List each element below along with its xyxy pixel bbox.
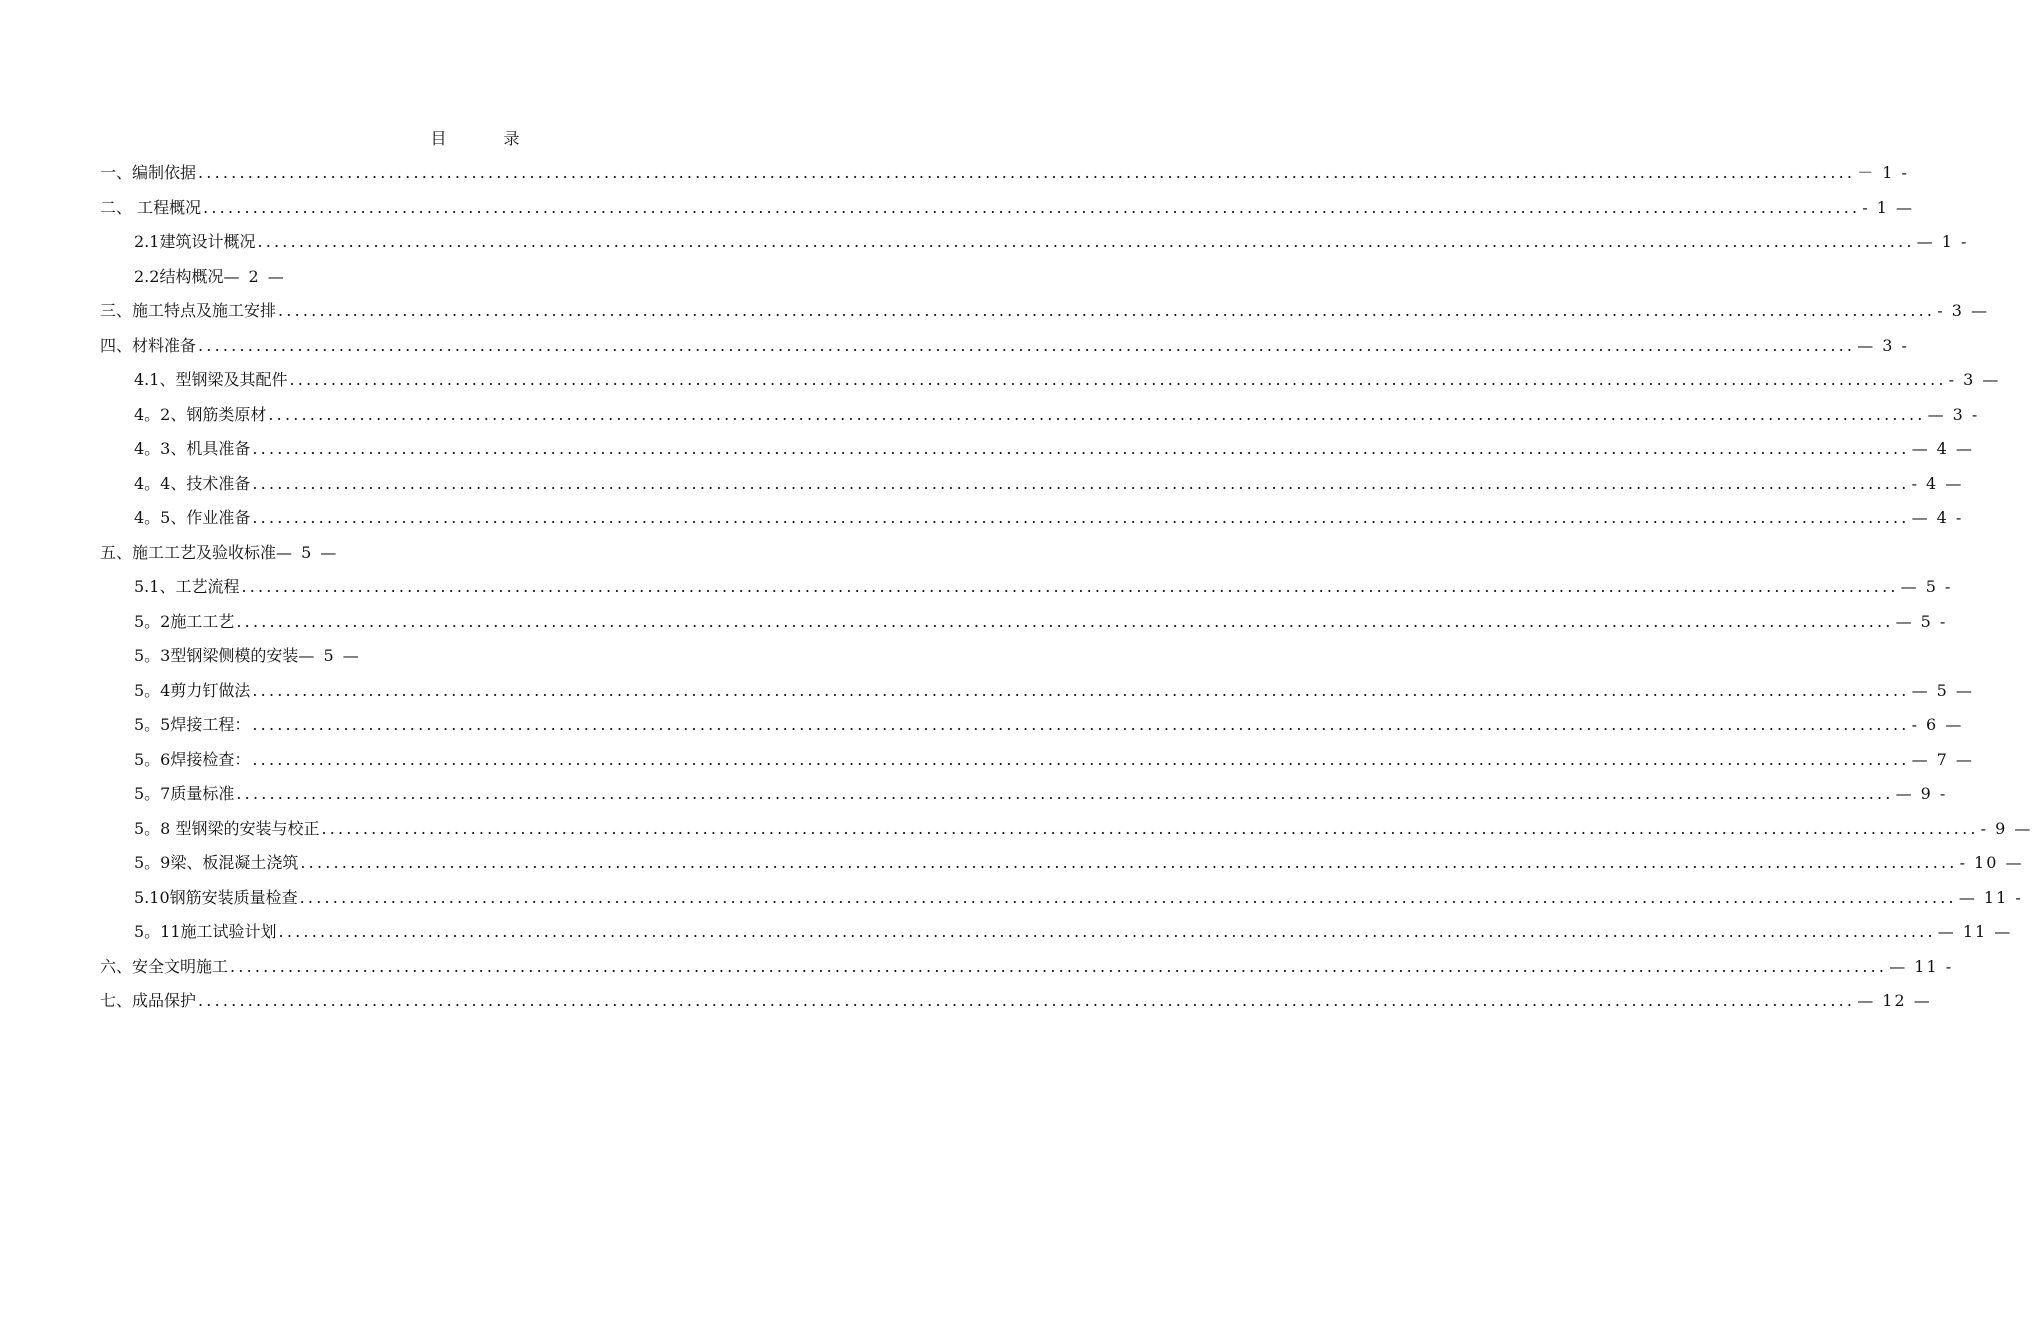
toc-entry-page: - 6 —: [1911, 715, 1964, 734]
toc-entry-page: — 5 —: [1911, 680, 1974, 700]
toc-dot-leader: ........................................................................................................................................................................................................: [198, 163, 1856, 182]
toc-entry[interactable]: [100, 329, 1909, 364]
toc-entry-label: 5。9梁、板混凝土浇筑: [134, 853, 299, 872]
toc-entry-label: 2.1建筑设计概况: [134, 232, 256, 251]
toc-entry[interactable]: [100, 225, 1969, 260]
toc-entry-page: — 1 -: [1916, 232, 1969, 251]
toc-dot-leader: ........................................................................................................................................................................................................: [299, 887, 1957, 907]
toc-dot-leader: ........................................................................................................................................................................................................: [300, 853, 1958, 872]
toc-entry-page: — 2 —: [223, 266, 286, 286]
toc-entry-page: — 12 —: [1857, 991, 1932, 1010]
toc-entry-label: 4。4、技术准备: [134, 473, 251, 493]
toc-entry-page: - 1 —: [1862, 197, 1915, 217]
toc-entry[interactable]: [100, 743, 1974, 778]
toc-entry-page: — 11 -: [1889, 956, 1954, 976]
toc-entry-label: 七、成品保护: [100, 991, 197, 1010]
toc-dot-leader: ........................................................................................................................................................................................................: [252, 680, 1910, 700]
toc-entry[interactable]: [100, 536, 832, 571]
toc-entry-label: 4。3、机具准备: [134, 439, 251, 458]
toc-entry-label: 一、编制依据: [100, 163, 197, 182]
toc-entry-page: - 10 —: [1959, 853, 2024, 872]
toc-entry-label: 六、安全文明施工: [100, 956, 229, 976]
toc-dot-leader: ........................................................................................................................................................................................................: [289, 370, 1947, 389]
toc-entry-label: 5。5焊接工程：: [134, 715, 251, 734]
toc-dot-leader: ........................................................................................................................................................................................................: [236, 611, 1894, 631]
toc-entry[interactable]: [100, 570, 1953, 605]
toc-dot-leader: ........................................................................................................................................................................................................: [257, 232, 1915, 251]
toc-entry-page: — 4 —: [1911, 439, 1974, 458]
toc-entry-page: — 4 -: [1911, 508, 1964, 527]
toc-dot-leader: ........................................................................................................................................................................................................: [321, 818, 1979, 838]
toc-entry-label: 5。8 型钢梁的安装与校正: [134, 818, 320, 838]
toc-entry[interactable]: [100, 708, 1964, 743]
toc-entry[interactable]: [100, 674, 1974, 709]
toc-dot-leader: ........................................................................................................................................................................................................: [198, 335, 1856, 355]
toc-entry-page: — 3 -: [1857, 335, 1909, 355]
toc-entry[interactable]: [100, 467, 1964, 502]
toc-entry[interactable]: [100, 294, 1989, 329]
toc-entry-page: - 4 —: [1911, 473, 1964, 493]
toc-entry-label: 2.2结构概况: [134, 266, 224, 286]
toc-dot-leader: ........................................................................................................................................................................................................: [278, 301, 1936, 320]
toc-dot-leader: ........................................................................................................................................................................................................: [252, 508, 1910, 527]
toc-entry[interactable]: [100, 777, 1948, 812]
toc-dot-leader: ........................................................................................................................................................................................................: [241, 577, 1899, 596]
toc-entry[interactable]: [100, 950, 1954, 985]
toc-entry[interactable]: [100, 984, 1932, 1019]
toc-dot-leader: ........................................................................................................................................................................................................: [252, 439, 1910, 458]
toc-entry-label: 四、材料准备: [100, 335, 197, 355]
toc-dot-leader: ........................................................................................................................................................................................................: [252, 473, 1910, 493]
toc-entry-label: 二、 工程概况: [100, 197, 202, 217]
toc-entry[interactable]: [100, 639, 832, 674]
toc-dot-leader: ........................................................................................................................................................................................................: [230, 956, 1888, 976]
toc-entry-page: — 9 -: [1895, 784, 1948, 803]
toc-title: 目 录: [430, 129, 546, 148]
toc-entry-page: — 5 —: [276, 542, 339, 562]
toc-entry[interactable]: [100, 915, 2013, 950]
toc-entry[interactable]: [100, 363, 2001, 398]
toc-entry-label: 5.1、工艺流程: [134, 577, 240, 596]
toc-entry-label: 5。2施工工艺: [134, 611, 235, 631]
toc-entry[interactable]: [100, 605, 1948, 640]
toc-entry-label: 三、施工特点及施工安排: [100, 301, 277, 320]
toc-entry-page: - 9 —: [1980, 818, 2032, 838]
toc-list: [100, 156, 2032, 1019]
toc-entry-label: 5.10钢筋安装质量检查: [134, 887, 298, 907]
toc-dot-leader: ........................................................................................................................................................................................................: [198, 991, 1856, 1010]
toc-entry[interactable]: [100, 501, 1964, 536]
toc-entry-label: 4。5、作业准备: [134, 508, 251, 527]
toc-entry-page: — 5 —: [298, 646, 361, 665]
toc-entry-page: — 11 —: [1937, 922, 2013, 941]
toc-entry[interactable]: [100, 432, 1974, 467]
toc-entry[interactable]: [100, 881, 2023, 916]
toc-dot-leader: ........................................................................................................................................................................................................: [252, 715, 1910, 734]
toc-entry[interactable]: [100, 156, 1909, 191]
toc-entry-label: 4。2、钢筋类原材: [134, 404, 267, 424]
toc-dot-leader: ........................................................................................................................................................................................................: [268, 404, 1926, 424]
toc-entry-page: - 3 —: [1948, 370, 2001, 389]
toc-dot-leader: ........................................................................................................................................................................................................: [203, 197, 1861, 217]
toc-dot-leader: ........................................................................................................................................................................................................: [236, 784, 1894, 803]
toc-entry-label: 5。4剪力钉做法: [134, 680, 251, 700]
toc-entry-label: 5。7质量标准: [134, 784, 235, 803]
toc-dot-leader: ........................................................................................................................................................................................................: [252, 749, 1910, 769]
toc-entry-page: — 11 -: [1958, 887, 2023, 907]
toc-entry-page: - 3 —: [1937, 301, 1989, 320]
toc-entry-label: 五、施工工艺及验收标准: [100, 542, 277, 562]
toc-entry-page: — 5 -: [1900, 577, 1953, 596]
toc-entry[interactable]: [100, 398, 1980, 433]
toc-dot-leader: ........................................................................................................................................................................................................: [278, 922, 1936, 941]
toc-entry[interactable]: [100, 260, 832, 295]
toc-entry-page: － 1 -: [1857, 163, 1909, 182]
toc-entry[interactable]: [100, 812, 2032, 847]
toc-entry-label: 4.1、型钢梁及其配件: [134, 370, 288, 389]
toc-entry-label: 5。6焊接检查：: [134, 749, 251, 769]
toc-entry-page: — 7 —: [1911, 749, 1974, 769]
toc-entry[interactable]: [100, 191, 1915, 226]
toc-entry-label: 5。3型钢梁侧模的安装: [134, 646, 299, 665]
toc-entry-page: — 3 -: [1927, 404, 1980, 424]
toc-entry-label: 5。11施工试验计划: [134, 922, 277, 941]
toc-entry[interactable]: [100, 846, 2024, 881]
toc-entry-page: — 5 -: [1895, 611, 1948, 631]
